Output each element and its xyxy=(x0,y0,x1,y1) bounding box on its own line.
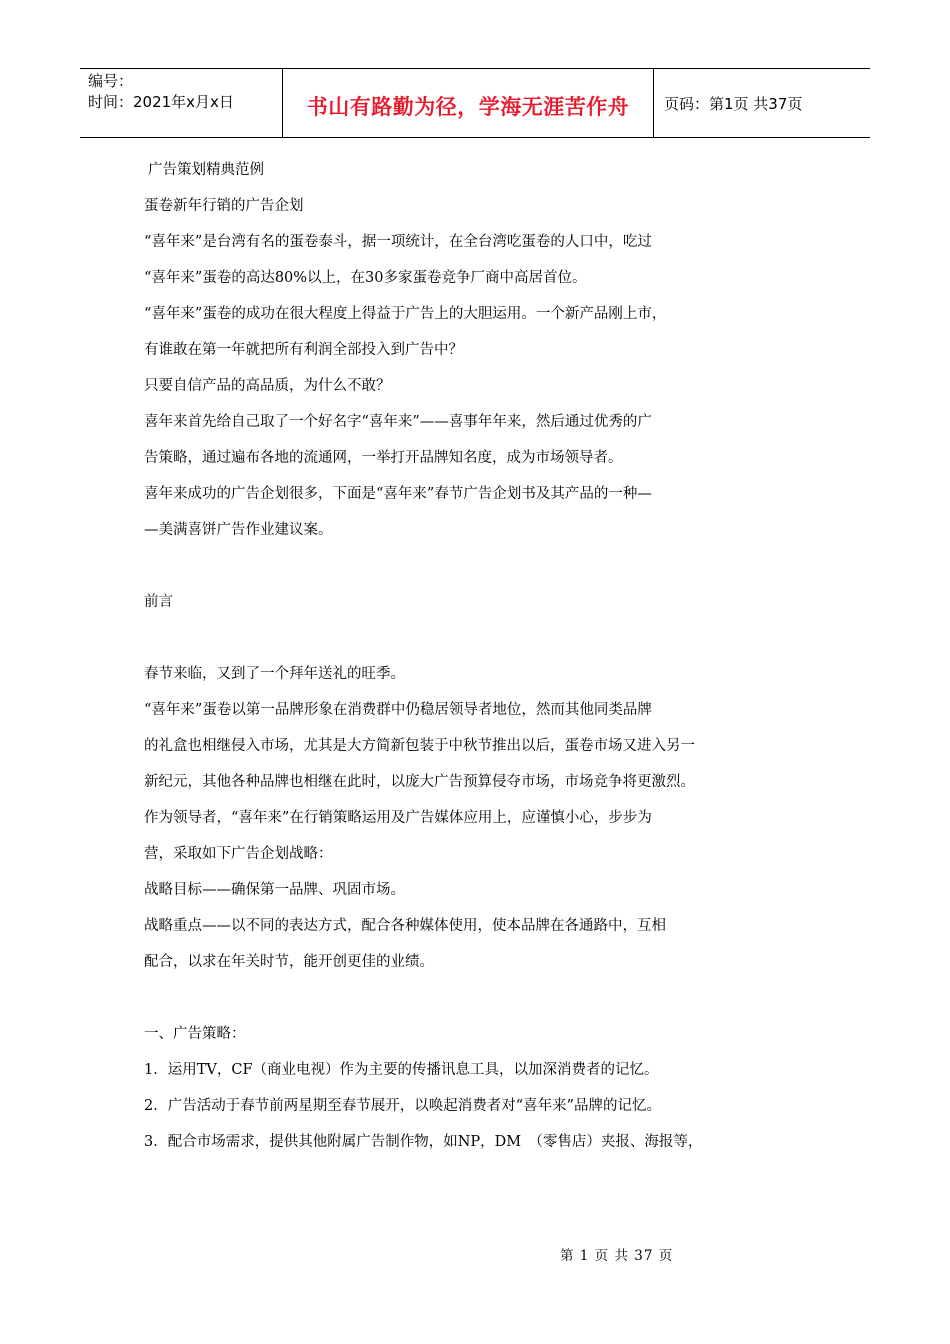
motto-text: 书山有路勤为径，学海无涯苦作舟 xyxy=(306,95,630,119)
list-item: 1．运用TV，CF（商业电视）作为主要的传播讯息工具，以加深消费者的记忆。 xyxy=(144,1062,659,1078)
paragraph-line: 新纪元，其他各种品牌也相继在此时，以庞大广告预算侵夺市场，市场竞争将更激烈。 xyxy=(144,774,695,790)
strategy-title: 一、广告策略： xyxy=(144,1026,246,1042)
list-item: 2．广告活动于春节前两星期至春节展开，以唤起消费者对“喜年来”品牌的记忆。 xyxy=(144,1098,662,1114)
paragraph-line: 喜年来成功的广告企划很多，下面是“喜年来”春节广告企划书及其产品的一种— xyxy=(144,486,652,502)
spacer xyxy=(144,980,764,1016)
paragraph-line: “喜年来”蛋卷的成功在很大程度上得益于广告上的大胆运用。一个新产品刚上市， xyxy=(144,306,667,322)
paragraph-line: 战略目标——确保第一品牌、巩固市场。 xyxy=(144,882,405,898)
paragraph-line: —美满喜饼广告作业建议案。 xyxy=(144,522,333,538)
paragraph-line: 营，采取如下广告企划战略： xyxy=(144,846,333,862)
spacer xyxy=(144,620,764,656)
paragraph-line: “喜年来”蛋卷以第一品牌形象在消费群中仍稳居领导者地位，然而其他同类品牌 xyxy=(144,702,652,718)
paragraph-line: 蛋卷新年行销的广告企划 xyxy=(144,198,304,214)
preface-title: 前言 xyxy=(144,594,173,610)
spacer xyxy=(144,548,764,584)
paragraph-line: 作为领导者，“喜年来”在行销策略运用及广告媒体应用上，应谨慎小心，步步为 xyxy=(144,810,652,826)
header-page-cell xyxy=(654,69,870,137)
page-footer: 第 1 页 共 37 页 xyxy=(560,1248,674,1264)
document-title: 广告策划精典范例 xyxy=(148,162,264,178)
paragraph-line: 告策略，通过遍布各地的流通网，一举打开品牌知名度，成为市场领导者。 xyxy=(144,450,623,466)
code-label: 编号： xyxy=(88,72,134,90)
time-label: 时间：2021年x月x日 xyxy=(88,93,234,111)
paragraph-line: 喜年来首先给自己取了一个好名字“喜年来”——喜事年年来，然后通过优秀的广 xyxy=(144,414,652,430)
document-body xyxy=(144,152,764,1160)
header-motto-cell xyxy=(282,69,654,137)
paragraph-line: 春节来临，又到了一个拜年送礼的旺季。 xyxy=(144,666,405,682)
page-header xyxy=(80,68,870,138)
paragraph-line: “喜年来”蛋卷的高达80%以上，在30多家蛋卷竞争厂商中高居首位。 xyxy=(144,270,587,286)
paragraph-line: 只要自信产品的高品质，为什么不敢？ xyxy=(144,378,391,394)
page-info: 页码：第1页 共37页 xyxy=(664,94,803,113)
paragraph-line: 配合，以求在年关时节，能开创更佳的业绩。 xyxy=(144,954,434,970)
list-item: 3．配合市场需求，提供其他附属广告制作物，如NP，DM （零售店）夹报、海报等， xyxy=(144,1134,703,1150)
paragraph-line: “喜年来”是台湾有名的蛋卷泰斗，据一项统计，在全台湾吃蛋卷的人口中，吃过 xyxy=(144,234,652,250)
paragraph-line: 的礼盒也相继侵入市场，尤其是大方简新包装于中秋节推出以后，蛋卷市场又进入另一 xyxy=(144,738,695,754)
paragraph-line: 战略重点——以不同的表达方式，配合各种媒体使用，使本品牌在各通路中，互相 xyxy=(144,918,666,934)
paragraph-line: 有谁敢在第一年就把所有利润全部投入到广告中？ xyxy=(144,342,463,358)
header-meta xyxy=(80,69,282,137)
